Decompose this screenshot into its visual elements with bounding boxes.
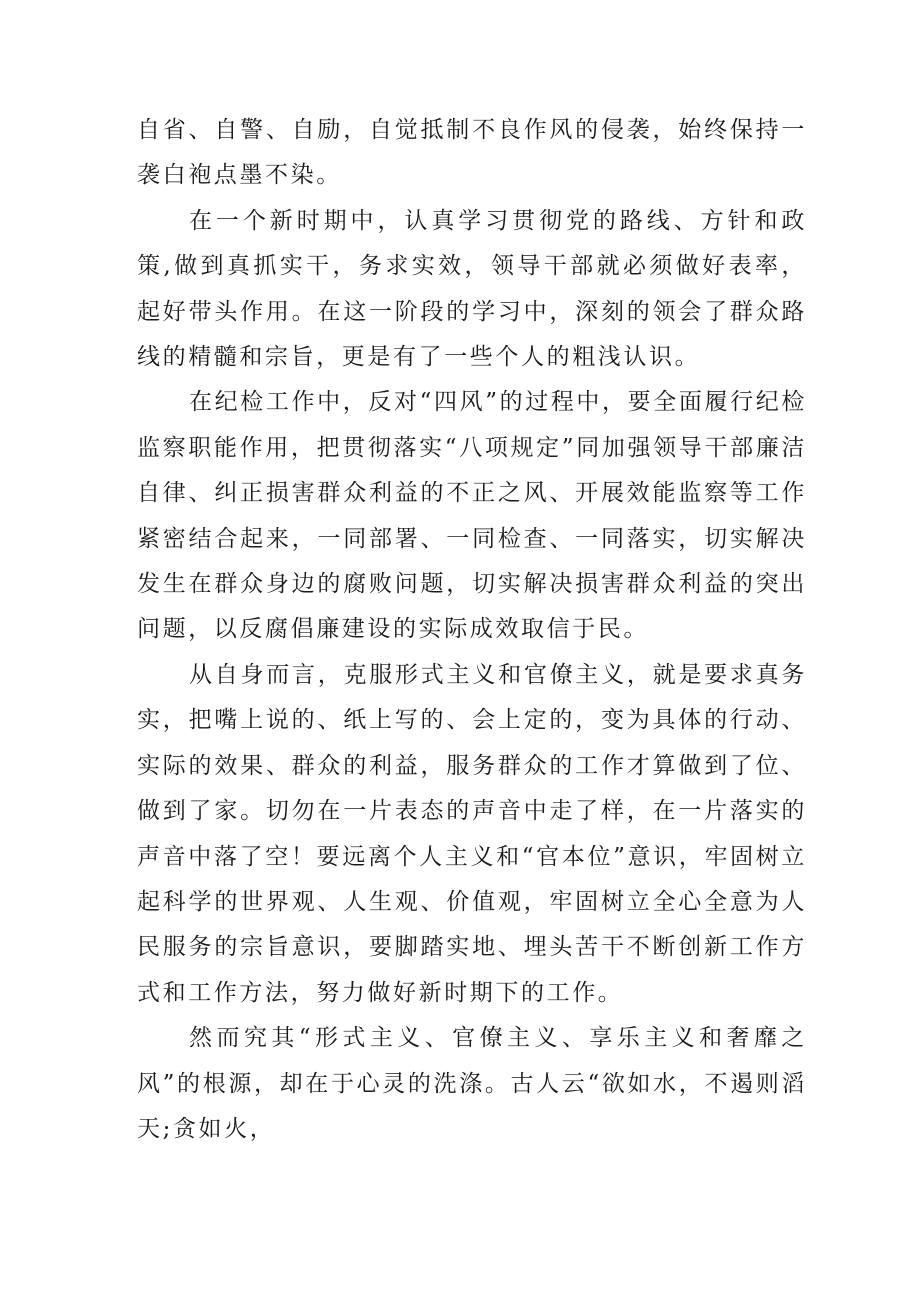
paragraph-1: 自省、自警、自励，自觉抵制不良作风的侵袭，始终保持一袭白袍点墨不染。 [137,117,807,189]
paragraph-2: 在一个新时期中，认真学习贯彻党的路线、方针和政策,做到真抓实干，务求实效，领导干部就必须做好表率，起好带头作用。在这一阶段的学习中，深刻的领会了群众路线的精髓和宗旨，更是有了一些个人的粗浅认识。 [137,207,807,371]
paragraph-5: 然而究其“形式主义、官僚主义、享乐主义和奢靡之风”的根源，却在于心灵的洗涤。古人云“欲如水，不遏则滔天;贪如火， [137,1025,807,1142]
document-body [137,108,807,1152]
paragraph-3: 在纪检工作中，反对“四风”的过程中，要全面履行纪检监察职能作用，把贯彻落实“八项规定”同加强领导干部廉洁自律、纠正损害群众利益的不正之风、开展效能监察等工作紧密结合起来，一同部署、一同检查、一同落实，切实解决发生在群众身边的腐败问题，切实解决损害群众利益的突出问题，以反腐倡廉建设的实际成效取信于民。 [137,389,807,643]
paragraph-4: 从自身而言，克服形式主义和官僚主义，就是要求真务实，把嘴上说的、纸上写的、会上定的，变为具体的行动、实际的效果、群众的利益，服务群众的工作才算做到了位、做到了家。切勿在一片表态的声音中走了样，在一片落实的声音中落了空！要远离个人主义和“官本位”意识，牢固树立起科学的世界观、人生观、价值观，牢固树立全心全意为人民服务的宗旨意识，要脚踏实地、埋头苦干不断创新工作方式和工作方法，努力做好新时期下的工作。 [137,661,807,1006]
